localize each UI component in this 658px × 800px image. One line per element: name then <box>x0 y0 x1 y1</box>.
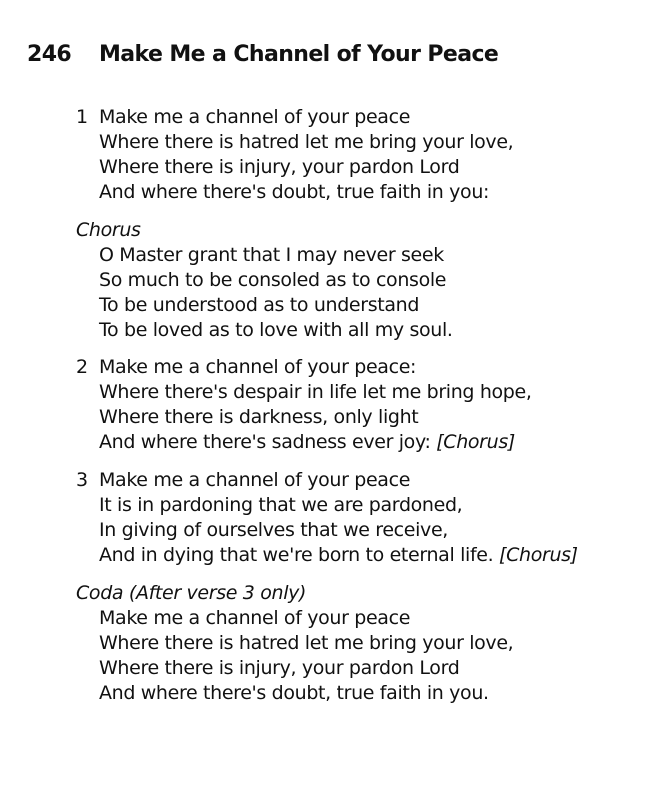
verse-number: 3 <box>76 469 88 491</box>
chorus-reference: [Chorus] <box>499 544 578 566</box>
verse-line-text: And where there's sadness ever joy: <box>99 431 431 453</box>
chorus-reference: [Chorus] <box>436 431 515 453</box>
verse-3 <box>76 468 578 568</box>
verse-line: Make me a channel of your peace: <box>99 356 417 378</box>
verse-line-text: And in dying that we're born to eternal life. <box>99 544 494 566</box>
chorus-line: So much to be consoled as to console <box>99 269 447 291</box>
verse-line: In giving of ourselves that we receive, <box>99 519 448 541</box>
hymn-number: 246 <box>27 42 72 67</box>
verse-line: Where there's despair in life let me bring hope, <box>99 381 532 403</box>
chorus-label: Chorus <box>76 219 141 241</box>
verse-2 <box>76 355 532 455</box>
hymn-title: Make Me a Channel of Your Peace <box>99 42 499 67</box>
verse-line <box>99 543 578 568</box>
verse-1 <box>76 105 513 205</box>
chorus-lines <box>99 243 453 343</box>
chorus-line: To be loved as to love with all my soul. <box>99 319 453 341</box>
verse-line: Where there is darkness, only light <box>99 406 419 428</box>
coda-line: And where there's doubt, true faith in you. <box>99 682 489 704</box>
chorus <box>76 218 453 343</box>
verse-line: Where there is injury, your pardon Lord <box>99 156 460 178</box>
coda-label: Coda (After verse 3 only) <box>76 582 307 604</box>
verse-lines <box>99 468 578 568</box>
coda <box>76 581 513 706</box>
verse-number: 2 <box>76 356 88 378</box>
coda-line: Make me a channel of your peace <box>99 607 411 629</box>
verse-number: 1 <box>76 106 88 128</box>
verse-line: Make me a channel of your peace <box>99 469 411 491</box>
chorus-line: To be understood as to understand <box>99 294 420 316</box>
verse-line: It is in pardoning that we are pardoned, <box>99 494 463 516</box>
verse-line <box>99 430 532 455</box>
coda-line: Where there is injury, your pardon Lord <box>99 657 460 679</box>
verse-line: Where there is hatred let me bring your love, <box>99 131 514 153</box>
verse-line: Make me a channel of your peace <box>99 106 411 128</box>
hymn-header <box>27 42 498 67</box>
verse-lines <box>99 105 513 205</box>
verse-lines <box>99 355 532 455</box>
coda-line: Where there is hatred let me bring your love, <box>99 632 514 654</box>
coda-lines <box>99 606 513 706</box>
chorus-line: O Master grant that I may never seek <box>99 244 444 266</box>
verse-line: And where there's doubt, true faith in you: <box>99 181 490 203</box>
